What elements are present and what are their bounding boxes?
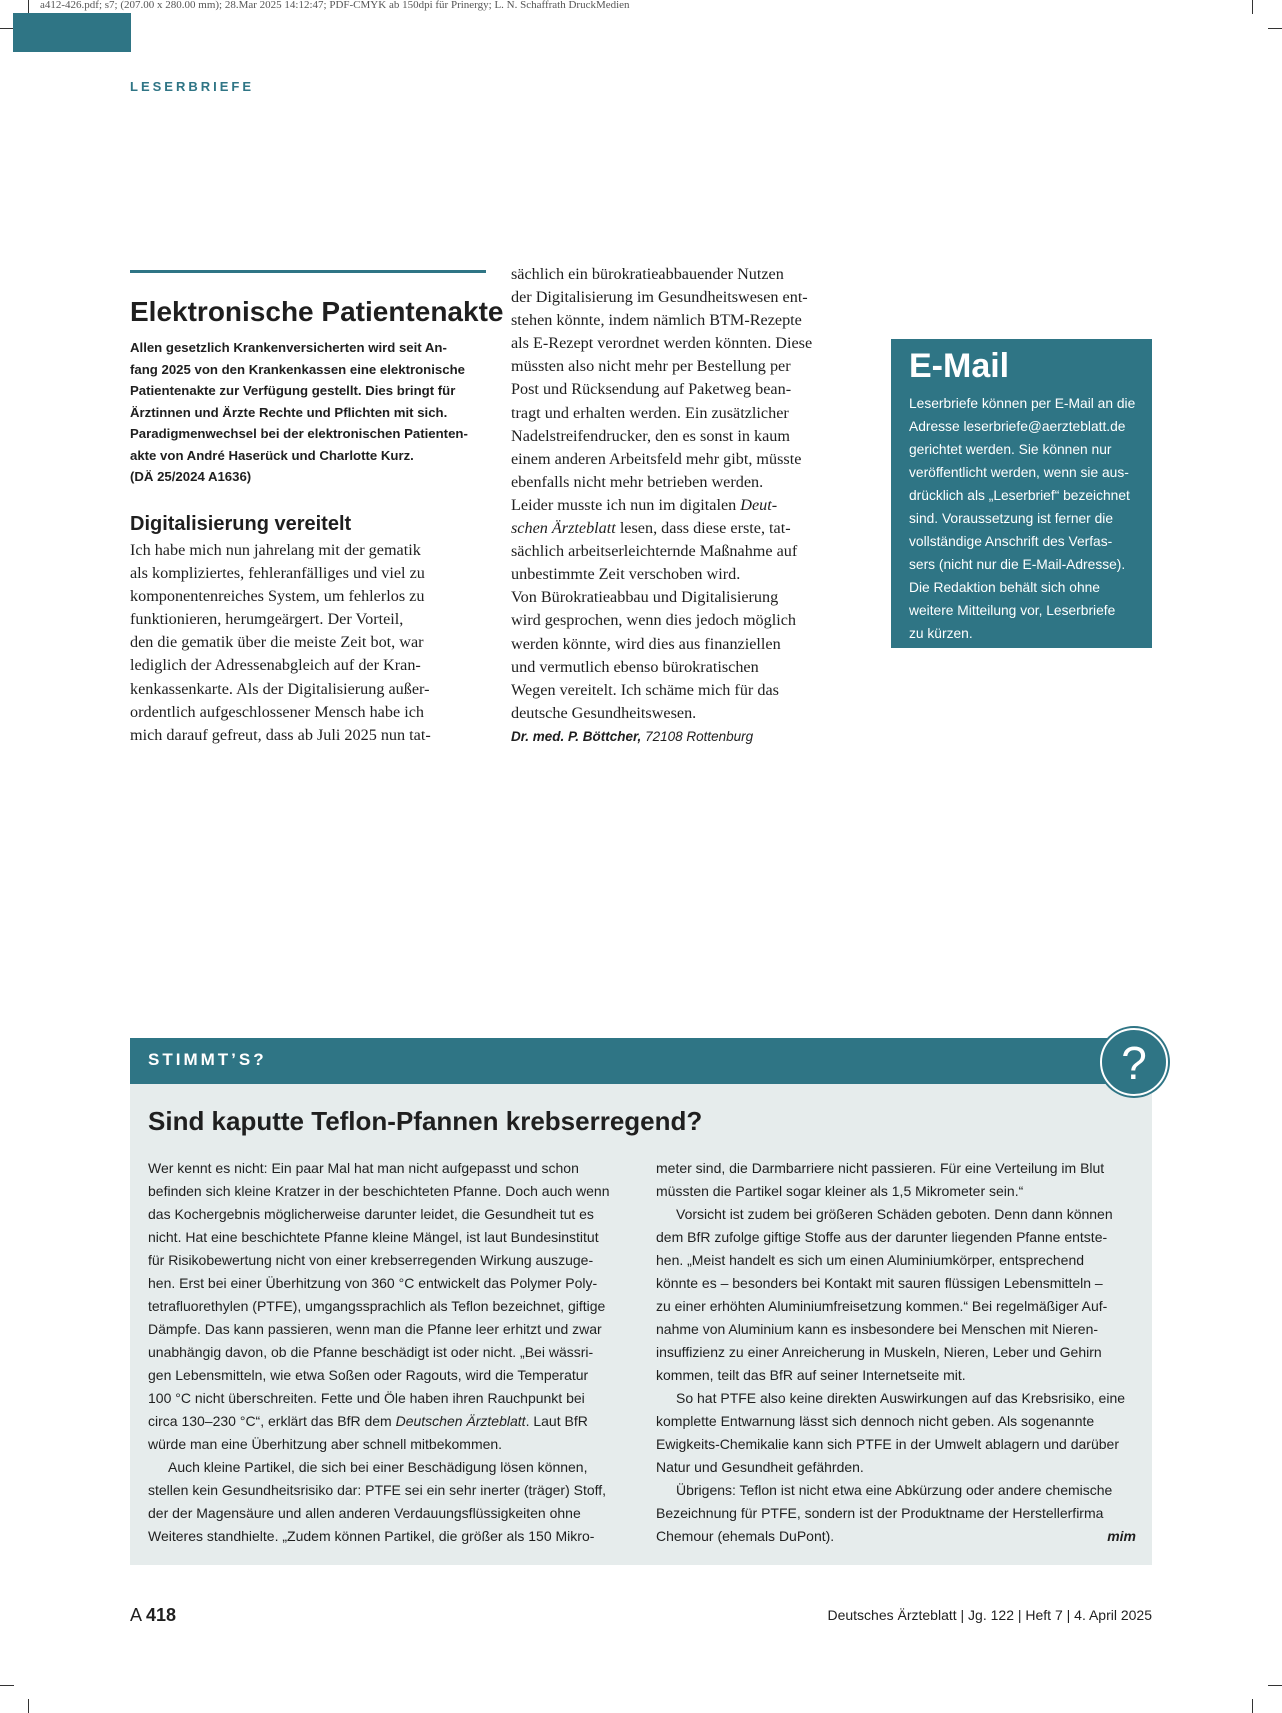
body-line: tragt und erhalten werden. Ein zusätzlicher [511,403,789,422]
body-line: Wer kennt es nicht: Ein paar Mal hat man nicht aufgepasst und schon [148,1160,579,1176]
body-line: insuffizienz zu einer Anreicherung in Muskeln, Nieren, Leber und Gehirn [656,1344,1102,1360]
body-line: Von Bürokratieabbau und Digitalisierung [511,588,779,607]
email-box-line: sind. Voraussetzung ist ferner die [909,511,1114,526]
body-line [656,1525,1136,1548]
body-line: lediglich der Adressenabgleich auf der Kran- [130,656,421,675]
letter-column-2 [511,263,871,748]
body-line: befinden sich kleine Kratzer in der beschichteten Pfanne. Doch auch wenn [148,1183,610,1199]
body-line: kommen, teilt das BfR auf seiner Internetseite mit. [656,1367,966,1383]
body-line: wird gesprochen, wenn dies jedoch möglich [511,611,797,630]
lede-line: akte von André Haserück und Charlotte Kurz. [130,447,414,463]
body-text: Leider musste ich nun im digitalen [511,495,741,514]
body-line: Bezeichnung für PTFE, sondern ist der Produktname der Herstellerfirma [656,1505,1104,1521]
body-line: mich darauf gefreut, dass ab Juli 2025 nun tat- [130,725,431,744]
body-line: der Digitalisierung im Gesundheitswesen ent- [511,288,808,307]
stimmts-column-1 [148,1157,628,1548]
email-info-box [891,339,1152,648]
body-line: hen. „Meist handelt es sich um einen Aluminiumkörper, entsprechend [656,1252,1085,1268]
body-line: und vermutlich ebenso bürokratischen [511,657,759,676]
body-line: Weiteres standhielte. „Zudem können Partikel, die größer als 150 Mikro- [148,1528,595,1544]
page-prefix: A [130,1605,142,1625]
crop-mark [1268,28,1282,29]
body-line: als E-Rezept verordnet werden könnten. Diese [511,334,813,353]
body-line: Wegen vereitelt. Ich schäme mich für das [511,680,779,699]
body-line: meter sind, die Darmbarriere nicht passieren. Für eine Verteilung im Blut [656,1160,1105,1176]
question-mark-icon [1100,1028,1168,1096]
journal-footer: Deutsches Ärzteblatt | Jg. 122 | Heft 7 | 4. April 2025 [827,1607,1152,1623]
body-line: Ewigkeits-Chemikalie kann sich PTFE in der Umwelt ablagern und darüber [656,1436,1119,1452]
body-line: ordentlich aufgeschlossener Mensch habe ich [130,702,424,721]
article-top-rule [130,270,486,273]
body-line: als kompliziertes, fehleranfälliges und viel zu [130,564,425,583]
body-line: hen. Erst bei einer Überhitzung von 360 °C entwickelt das Polymer Poly- [148,1275,598,1291]
body-line: stellen kein Gesundheitsrisiko dar: PTFE sei ein sehr inerter (träger) Stoff, [148,1482,607,1498]
lede-line: Paradigmenwechsel bei der elektronischen Patienten- [130,426,468,441]
body-line: Übrigens: Teflon ist nicht etwa eine Abkürzung oder andere chemische [676,1482,1113,1498]
body-line: müssten die Partikel sogar kleiner als 1,5 Mikrometer sein.“ [656,1183,1024,1199]
email-box-line: weitere Mitteilung vor, Leserbriefe [909,603,1116,618]
body-line: Ich habe mich nun jahrelang mit der gematik [130,541,421,559]
stimmts-header-bar [130,1038,1152,1084]
body-line: den die gematik über die meiste Zeit bot, war [130,633,424,652]
body-line: würde man eine Überhitzung aber schnell mitbekommen. [148,1436,503,1452]
section-label: LESERBRIEFE [130,79,255,94]
letter-column-1 [130,539,490,747]
crop-mark [1268,1685,1282,1686]
body-line: könnte es – besonders bei Kontakt mit sauren flüssigen Lebensmitteln – [656,1275,1103,1291]
body-line: funktionieren, herumgeärgert. Der Vorteil, [130,610,404,629]
crop-mark [28,1699,29,1713]
email-box-line: sers (nicht nur die E-Mail-Adresse). [909,557,1126,572]
crop-mark [1252,0,1253,14]
body-line: gen Lebensmitteln, wie etwa Soßen oder Ragouts, wird die Temperatur [148,1367,589,1383]
body-line: nahme von Aluminium kann es insbesondere bei Menschen mit Nieren- [656,1321,1099,1337]
stimmts-label: STIMMT’S? [148,1050,267,1069]
body-line: komponentenreiches System, um fehlerlos zu [130,587,425,606]
section-tab-block [13,13,131,52]
email-box-line: Leserbriefe können per E-Mail an die [909,396,1136,411]
lede-line: fang 2025 von den Krankenkassen eine elektronische [130,361,465,377]
body-line: für Risikobewertung nicht von einer krebserregenden Wirkung auszuge- [148,1252,594,1268]
body-line: werden könnte, wird dies aus finanziellen [511,634,781,653]
question-mark-glyph: ? [1121,1037,1147,1089]
journal-name-italic: Deut- [740,495,778,514]
body-line: Nadelstreifendrucker, den es sonst in kaum [511,426,790,445]
crop-mark [1252,1699,1253,1713]
lede-line: Ärztinnen und Ärzte Rechte und Pflichten mit sich. [130,404,448,420]
body-line: müssten also nicht mehr per Bestellung per [511,357,791,376]
body-line: unbestimmte Zeit verschoben wird. [511,565,741,584]
print-slug: a412-426.pdf; s7; (207.00 x 280.00 mm); 28.Mar 2025 14:12:47; PDF-CMYK ab 150dpi für Prinergy; L. N. Schaffrath DruckMedien [40,0,630,11]
body-text: circa 130–230 °C“, erklärt das BfR dem [148,1413,396,1429]
body-line [511,494,871,517]
body-line: tetrafluorethylen (PTFE), umgangssprachlich als Teflon bezeichnet, giftige [148,1298,606,1314]
crop-mark [0,1685,14,1686]
body-line: ebenfalls nicht mehr betrieben werden. [511,472,764,491]
email-box-text [909,392,1149,645]
crop-mark [28,0,29,14]
body-line: stehen könnte, indem nämlich BTM-Rezepte [511,311,802,330]
body-line: Dämpfe. Das kann passieren, wenn man die Pfanne leer erhitzt und zwar [148,1321,602,1337]
body-text: Chemour (ehemals DuPont). [656,1528,835,1544]
email-box-line: gerichtet werden. Sie können nur [909,442,1112,457]
body-line [148,1410,628,1433]
page-number [130,1605,176,1626]
article-headline: Elektronische Patientenakte [130,296,504,327]
lede-line: Allen gesetzlich Krankenversicherten wird seit An- [130,340,447,355]
lede-reference: (DÄ 25/2024 A1636) [130,469,252,484]
email-box-line: zu kürzen. [909,626,973,641]
page-number-value: 418 [146,1605,177,1625]
body-line: dem BfR zufolge giftige Stoffe aus der darunter liegenden Pfanne entste- [656,1229,1108,1245]
body-line: So hat PTFE also keine direkten Auswirkungen auf das Krebsrisiko, eine [676,1390,1126,1406]
body-line: komplette Entwarnung lässt sich dennoch nicht geben. Als sogenannte [656,1413,1095,1429]
body-line: unabhängig davon, ob die Pfanne beschädigt ist oder nicht. „Bei wässri- [148,1344,594,1360]
article-lede [130,337,490,488]
body-line [511,517,871,540]
author-name: Dr. med. P. Böttcher, [511,728,642,744]
letter-author [511,725,871,748]
lede-line: Patientenakte zur Verfügung gestellt. Dies bringt für [130,383,456,398]
email-box-line: Die Redaktion behält sich ohne [909,580,1100,595]
author-signature: mim [1107,1528,1136,1544]
body-line: zu einer erhöhten Aluminiumfreisetzung kommen.“ Bei regelmäßiger Auf- [656,1298,1108,1314]
body-line: Post und Rücksendung auf Paketweg bean- [511,380,792,399]
body-line: Vorsicht ist zudem bei größeren Schäden geboten. Denn dann können [676,1206,1113,1222]
author-place: 72108 Rottenburg [645,728,754,744]
email-box-line: drücklich als „Leserbrief“ bezeichnet [909,488,1130,503]
body-text: lesen, dass diese erste, tat- [615,519,791,538]
email-box-line: vollständige Anschrift des Verfas- [909,534,1113,549]
stimmts-column-2 [656,1157,1136,1548]
stimmts-headline: Sind kaputte Teflon-Pfannen krebserregend? [148,1106,703,1136]
body-line: deutsche Gesundheitswesen. [511,703,697,722]
journal-name-italic: schen Ärzteblatt [511,519,616,538]
body-line: nicht. Hat eine beschichtete Pfanne kleine Mängel, ist laut Bundesinstitut [148,1229,599,1245]
body-line: einem anderen Arbeitsfeld mehr gibt, müsste [511,449,802,468]
email-box-line: Adresse leserbriefe@aerzteblatt.de [909,419,1126,434]
body-line: kenkassenkarte. Als der Digitalisierung außer- [130,679,430,698]
body-line: Auch kleine Partikel, die sich bei einer Beschädigung lösen können, [168,1459,588,1475]
body-line: der der Magensäure und allen anderen Verdauungsflüssigkeiten ohne [148,1505,581,1521]
body-line: Natur und Gesundheit gefährden. [656,1459,864,1475]
body-line: sächlich ein bürokratieabbauender Nutzen [511,265,784,283]
email-box-line: veröffentlicht werden, wenn sie aus- [909,465,1129,480]
crop-mark [0,28,14,29]
body-text: . Laut BfR [525,1413,588,1429]
body-line: das Kochergebnis möglicherweise darunter leidet, die Gesundheit tut es [148,1206,594,1222]
body-line: 100 °C nicht überschreiten. Fette und Öle haben ihren Rauchpunkt bei [148,1390,585,1406]
letter-subhead: Digitalisierung vereitelt [130,513,352,535]
body-line: sächlich arbeitserleichternde Maßnahme auf [511,542,798,561]
journal-name-italic: Deutschen Ärzteblatt [395,1413,526,1429]
email-box-title: E-Mail [909,347,1010,385]
